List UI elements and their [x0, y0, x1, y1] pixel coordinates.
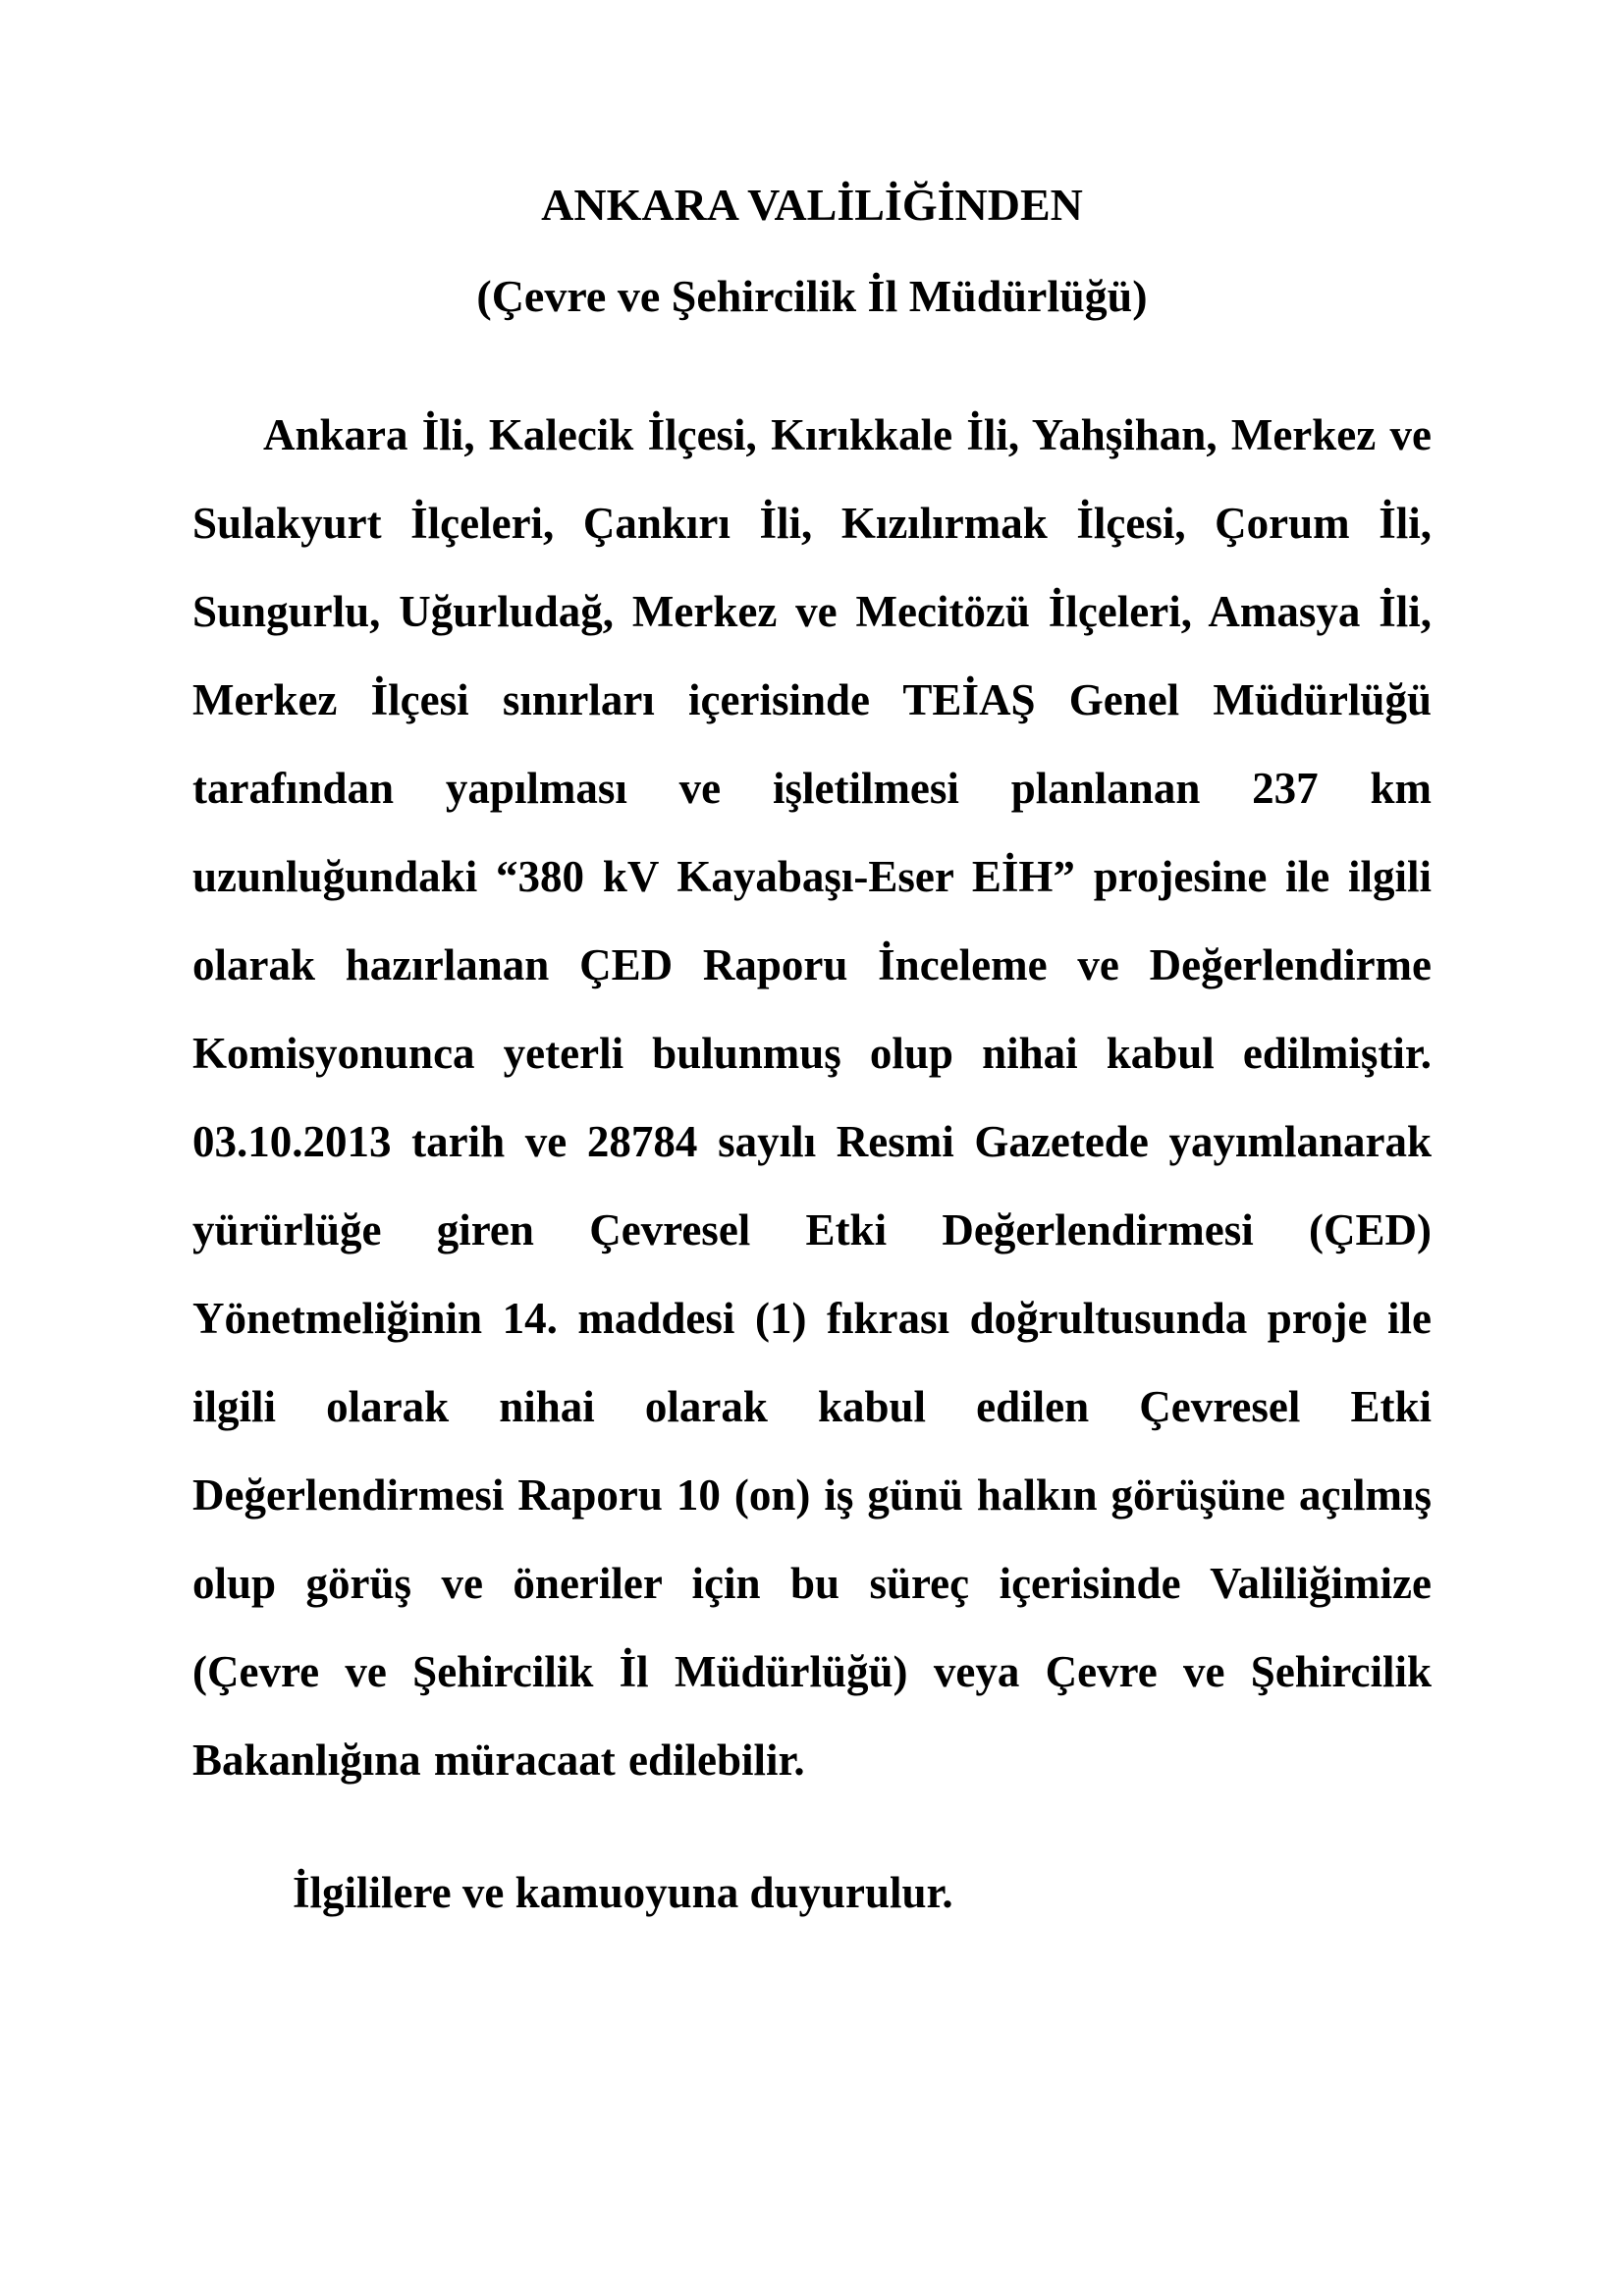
announcement-body-paragraph: Ankara İli, Kalecik İlçesi, Kırıkkale İli, Yahşihan, Merkez ve Sulakyurt İlçeleri, Çankırı İli, Kızılırmak İlçesi, Çorum İli, Sungurlu, Uğurludağ, Merkez ve Mecitözü İlçeleri, Amasya İli, Merkez İlçesi sınırları içerisinde TEİAŞ Genel Müdürlüğü tarafından yapılması ve işletilmesi planlanan 237 km uzunluğundaki “380 kV Kayabaşı-Eser EİH” projesine ile ilgili olarak hazırlanan ÇED Raporu İnceleme ve Değerlendirme Komisyonunca yeterli bulunmuş olup nihai kabul edilmiştir. 03.10.2013 tarih ve 28784 sayılı Resmi Gazetede yayımlanarak yürürlüğe giren Çevresel Etki Değerlendirmesi (ÇED) Yönetmeliğinin 14. maddesi (1) fıkrası doğrultusunda proje ile ilgili olarak nihai olarak kabul edilen Çevresel Etki Değerlendirmesi Raporu 10 (on) iş günü halkın görüşüne açılmış olup görüş ve öneriler için bu süreç içerisinde Valiliğimize (Çevre ve Şehircilik İl Müdürlüğü) veya Çevre ve Şehircilik Bakanlığına müracaat edilebilir. — [192, 410, 1432, 1785]
document-subtitle: (Çevre ve Şehircilik İl Müdürlüğü) — [476, 271, 1148, 321]
document-title: ANKARA VALİLİĞİNDEN — [541, 180, 1083, 230]
announcement-closing-line: İlgililere ve kamuoyuna duyurulur. — [293, 1868, 953, 1917]
document-content — [192, 0, 1432, 1937]
